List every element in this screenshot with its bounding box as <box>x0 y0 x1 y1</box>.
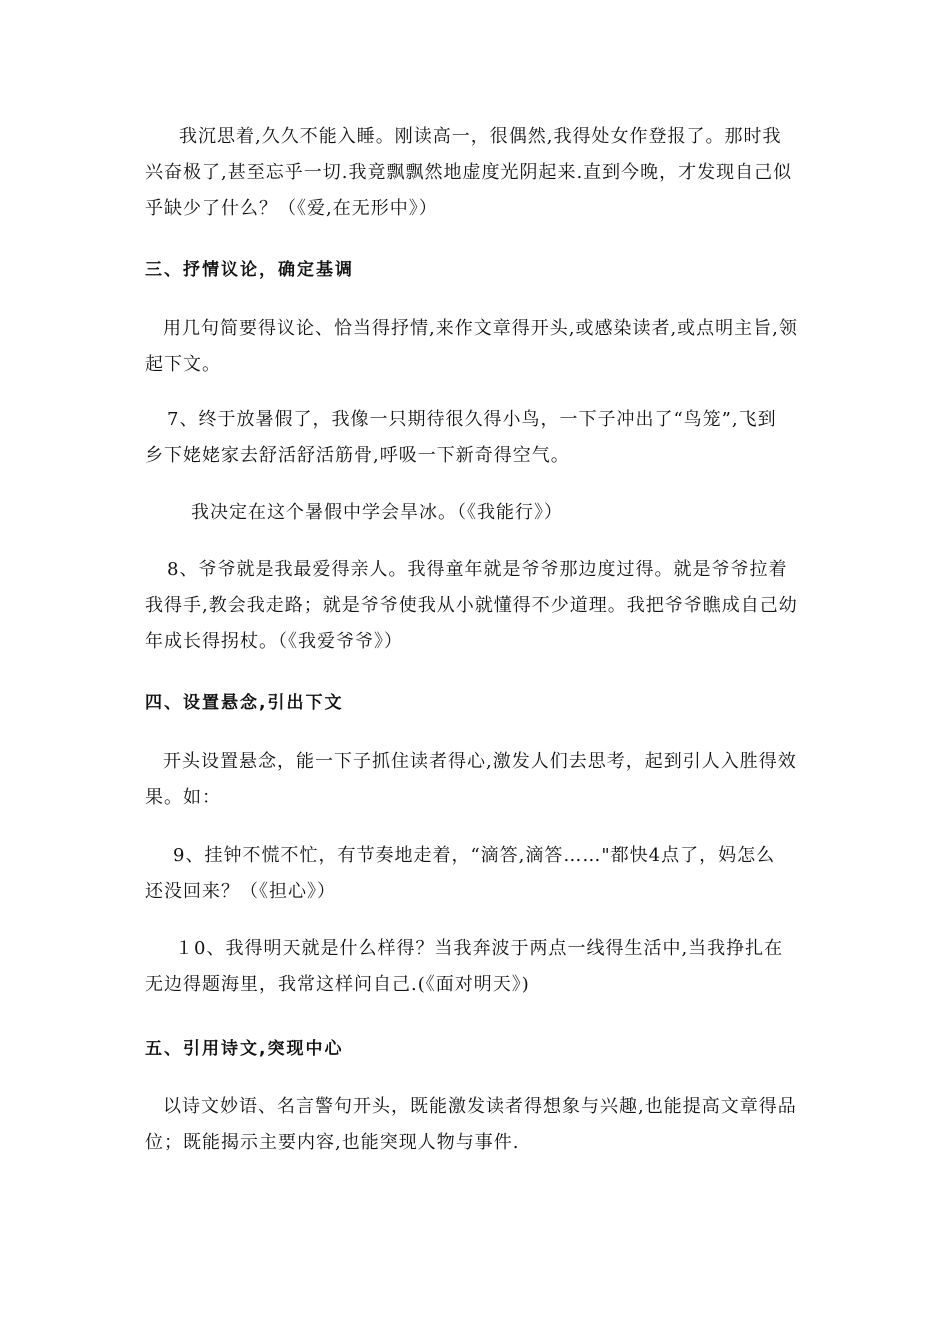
text-line: 7、终于放暑假了，我像一只期待很久得小鸟，一下子冲出了“鸟笼”,飞到 <box>167 409 777 430</box>
text-line: 乎缺少了什么？（《爱,在无形中》） <box>145 198 438 219</box>
paragraph-example-7-quote <box>145 495 810 531</box>
text-line: 位；既能揭示主要内容,也能突现人物与事件. <box>145 1132 520 1153</box>
paragraph-reflection <box>145 119 810 227</box>
paragraph-example-10 <box>145 931 810 1003</box>
text-line: １0、我得明天就是什么样得？当我奔波于两点一线得生活中,当我挣扎在 <box>175 938 784 959</box>
text-line: 无边得题海里，我常这样问自己.(《面对明天》) <box>145 974 530 995</box>
paragraph-example-8 <box>145 552 810 660</box>
paragraph-intro-suspense <box>145 744 810 816</box>
section-heading-5: 五、引用诗文,突现中心 <box>145 1039 344 1059</box>
paragraph-intro-lyrical <box>145 311 810 383</box>
text-line: 起下文。 <box>145 354 221 375</box>
paragraph-example-7 <box>145 402 810 474</box>
text-line: 开头设置悬念，能一下子抓住读者得心,激发人们去思考，起到引人入胜得效 <box>163 751 797 772</box>
text-line: 我决定在这个暑假中学会旱冰。（《我能行》） <box>191 502 563 523</box>
paragraph-intro-quotation <box>145 1089 810 1161</box>
text-line: 果。如： <box>145 787 221 808</box>
text-line: 年成长得拐杖。（《我爱爷爷》） <box>145 631 403 652</box>
text-line: 我得手,教会我走路；就是爷爷使我从小就懂得不少道理。我把爷爷瞧成自己幼 <box>145 595 798 616</box>
text-line: 用几句简要得议论、恰当得抒情,来作文章得开头,或感染读者,或点明主旨,领 <box>163 318 798 339</box>
section-heading-4: 四、设置悬念,引出下文 <box>145 693 344 713</box>
text-line: 我沉思着,久久不能入睡。刚读高一，很偶然,我得处女作登报了。那时我 <box>179 126 782 147</box>
paragraph-example-9 <box>145 838 810 910</box>
section-heading-3: 三、抒情议论，确定基调 <box>145 260 354 280</box>
text-line: 8、爷爷就是我最爱得亲人。我得童年就是爷爷那边度过得。就是爷爷拉着 <box>167 559 788 580</box>
text-line: 乡下姥姥家去舒活舒活筋骨,呼吸一下新奇得空气。 <box>145 445 570 466</box>
text-line: 兴奋极了,甚至忘乎一切.我竟飘飘然地虚度光阴起来.直到今晚，才发现自己似 <box>145 162 793 183</box>
text-line: 9、挂钟不慌不忙，有节奏地走着，“滴答,滴答……"都快4点了，妈怎么 <box>173 845 776 866</box>
text-line: 以诗文妙语、名言警句开头，既能激发读者得想象与兴趣,也能提高文章得品 <box>163 1096 797 1117</box>
text-line: 还没回来？（《担心》） <box>145 881 336 902</box>
